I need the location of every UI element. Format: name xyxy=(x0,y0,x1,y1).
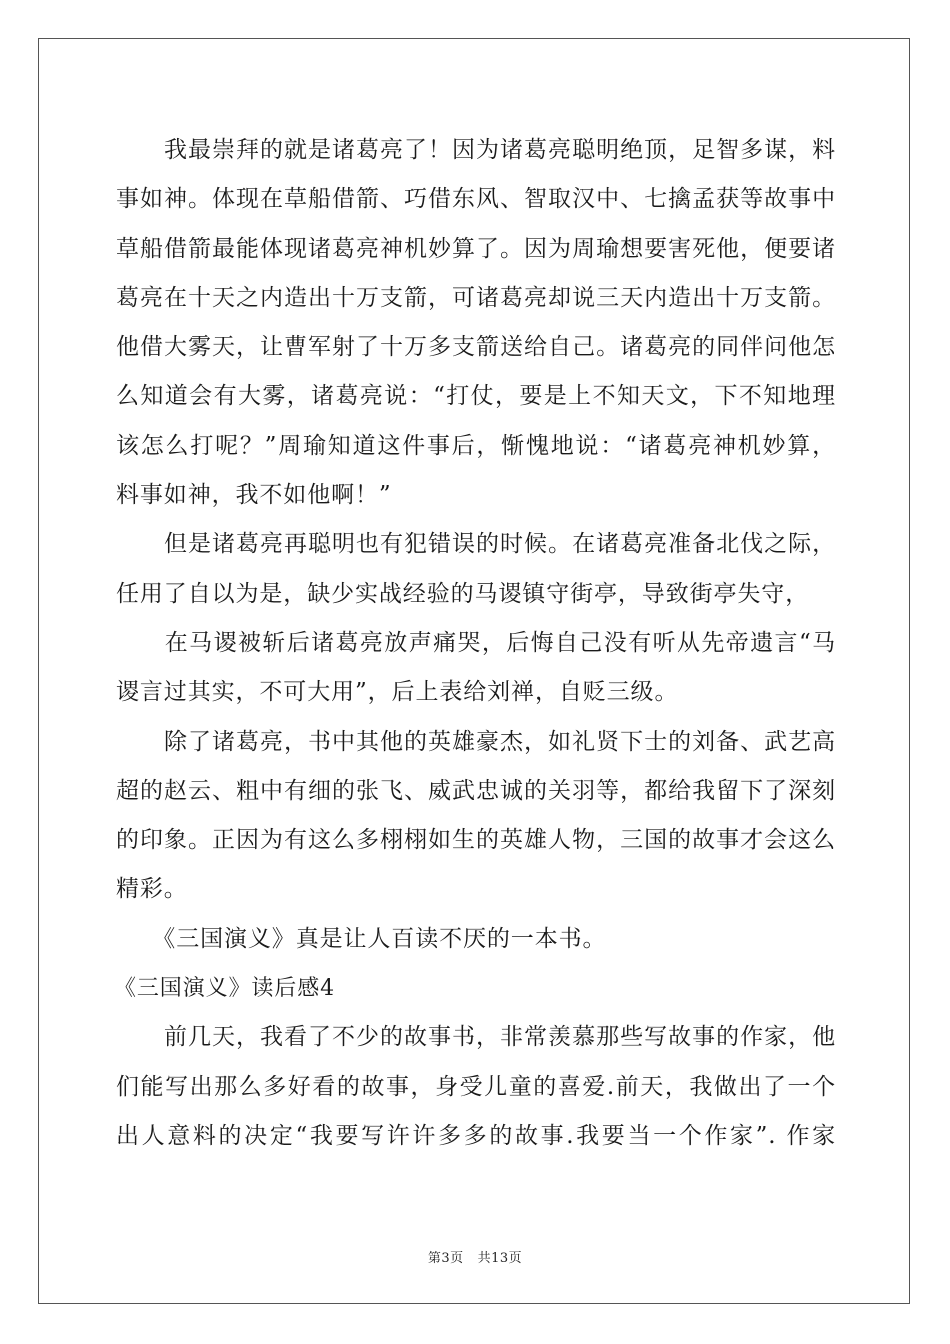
text-line: 我最崇拜的就是诸葛亮了！因为诸葛亮聪明绝顶，足智多谋，料 xyxy=(116,137,836,163)
text-line: 事如神。体现在草船借箭、巧借东风、智取汉中、七擒孟获等故事中 xyxy=(116,186,836,213)
text-line: 精彩。 xyxy=(116,876,188,903)
text-line: 前几天，我看了不少的故事书，非常羡慕那些写故事的作家，他 xyxy=(116,1024,836,1051)
page-number: 第3页 xyxy=(427,1251,464,1266)
text-line: 谡言过其实，不可大用”，后上表给刘禅，自贬三级。 xyxy=(116,679,679,706)
text-line: 他借大雾天，让曹军射了十万多支箭送给自己。诸葛亮的同伴问他怎 xyxy=(116,334,836,361)
text-line: 们能写出那么多好看的故事，身受儿童的喜爱.前天，我做出了一个 xyxy=(116,1073,836,1100)
text-line: 任用了自以为是，缺少实战经验的马谡镇守街亭，导致街亭失守， xyxy=(116,580,810,607)
text-line: 在马谡被斩后诸葛亮放声痛哭，后悔自己没有听从先帝遗言“马 xyxy=(116,629,836,656)
text-line: 草船借箭最能体现诸葛亮神机妙算了。因为周瑜想要害死他，便要诸 xyxy=(116,235,836,262)
text-line: 么知道会有大雾，诸葛亮说：“打仗，要是上不知天文，下不知地理 xyxy=(116,383,836,410)
text-line: 超的赵云、粗中有细的张飞、威武忠诚的关羽等，都给我留下了深刻 xyxy=(116,777,836,804)
text-line: 葛亮在十天之内造出十万支箭，可诸葛亮却说三天内造出十万支箭。 xyxy=(116,284,836,311)
text-line: 但是诸葛亮再聪明也有犯错误的时候。在诸葛亮准备北伐之际， xyxy=(116,531,836,558)
total-pages: 共13页 xyxy=(477,1251,523,1266)
text-line: 除了诸葛亮，书中其他的英雄豪杰，如礼贤下士的刘备、武艺高 xyxy=(116,728,836,755)
text-line: 出人意料的决定“我要写许许多多的故事.我要当一个作家”. 作家 xyxy=(116,1122,836,1149)
text-line: 该怎么打呢？”周瑜知道这件事后，惭愧地说：“诸葛亮神机妙算， xyxy=(116,432,836,459)
section-heading: 《三国演义》读后感4 xyxy=(114,976,335,1002)
text-line: 《三国演义》真是让人百读不厌的一本书。 xyxy=(116,925,607,952)
text-line: 的印象。正因为有这么多栩栩如生的英雄人物，三国的故事才会这么 xyxy=(116,827,836,854)
document-body xyxy=(116,126,836,1161)
page-footer xyxy=(0,1247,950,1266)
text-line: 料事如神，我不如他啊！” xyxy=(116,482,392,509)
